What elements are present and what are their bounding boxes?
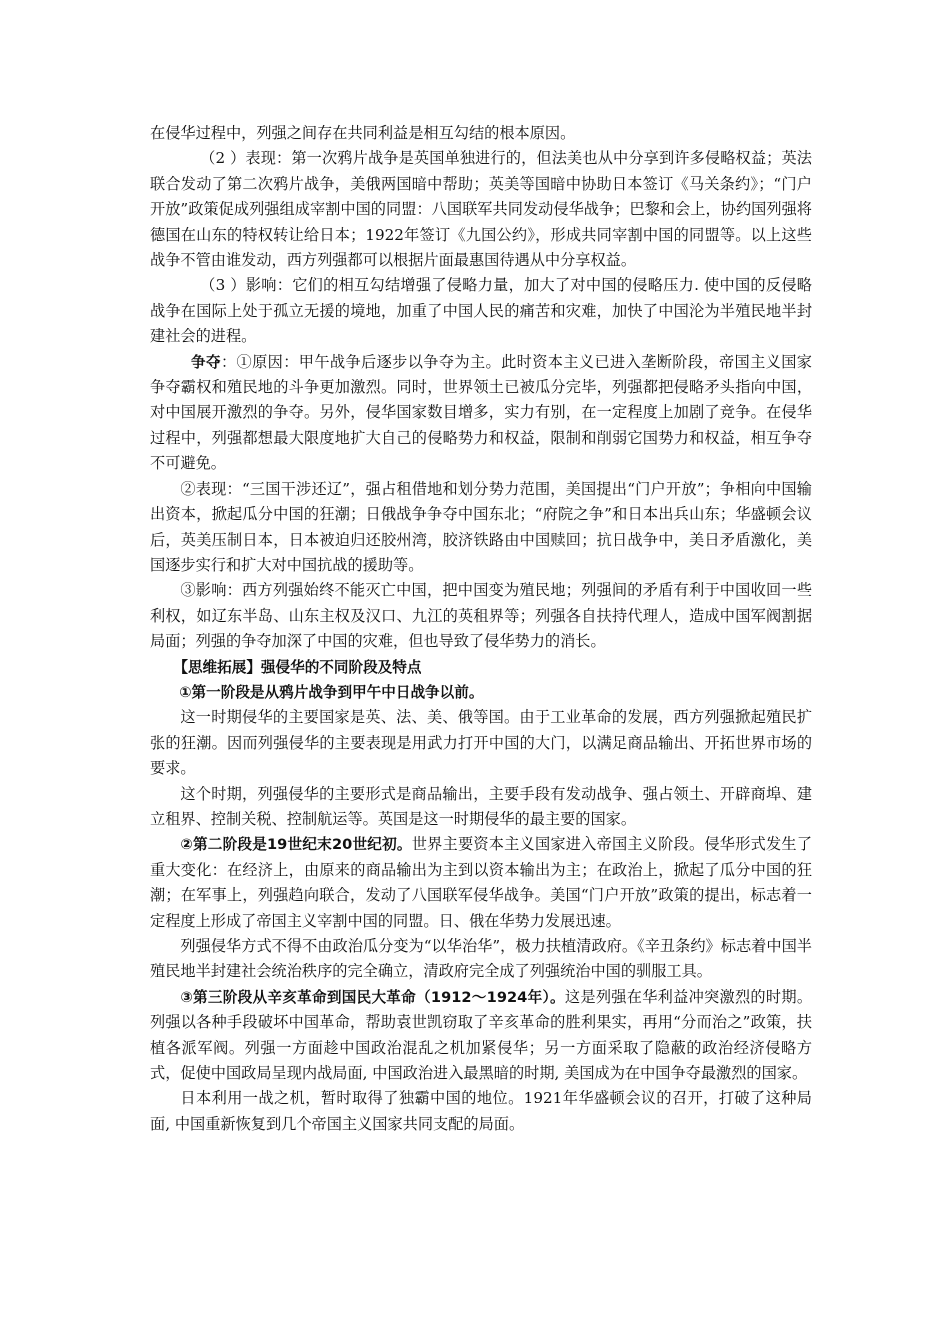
paragraph-stage-one-forms: 这个时期，列强侵华的主要形式是商品输出，主要手段有发动战争、强占领土、开辟商埠、建立租界、控制关税、控制航运等。英国是这一时期侵华的最主要的国家。 [150,784,812,828]
paragraph-stage-two [150,832,812,934]
document-body [150,121,812,1137]
stage-three-heading: ③第三阶段从辛亥革命到国民大革命（1912～1924年）。 [180,988,565,1006]
paragraph-collusion-impact: （3 ）影响：它们的相互勾结增强了侵略力量，加大了对中国的侵略压力. 使中国的反侵略战争在国际上处于孤立无援的境地，加重了中国人民的痛苦和灾难，加快了中国沦为半殖民地半封建社会的进程。 [150,276,812,346]
stage-two-text: 世界主要资本主义国家进入帝国主义阶段。侵华形式发生了重大变化：在经济上，由原来的商品输出为主到以资本输出为主；在政治上，掀起了瓜分中国的狂潮；在军事上，列强趋向联合，发动了八国联军侵华战争。美国“门户开放”政策的提出，标志着一定程度上形成了帝国主义宰割中国的同盟。日、俄在华势力发展迅速。 [150,835,813,930]
paragraph-japan-ww1: 日本利用一战之机，暂时取得了独霸中国的地位。1921年华盛顿会议的召开，打破了这种局面, 中国重新恢复到几个帝国主义国家共同支配的局面。 [150,1089,812,1133]
paragraph-rivalry-manifestation: ②表现：“三国干涉还辽”，强占租借地和划分势力范围，美国提出“门户开放”；争相向中国输出资本，掀起瓜分中国的狂潮；日俄战争争夺中国东北；“府院之争”和日本出兵山东；华盛顿会议后，英美压制日本，日本被迫归还胶州湾，胶济铁路由中国赎回；抗日战争中，美日矛盾激化，美国逐步实行和扩大对中国抗战的援助等。 [150,479,812,574]
paragraph-collusion-cause: 在侵华过程中，列强之间存在共同利益是相互勾结的根本原因。 [150,124,576,142]
paragraph-stage-two-methods: 列强侵华方式不得不由政治瓜分变为“以华治华”，极力扶植清政府。《辛丑条约》标志着中国半殖民地半封建社会统治秩序的完全确立，清政府完全成了列强统治中国的驯服工具。 [150,937,812,981]
section-heading-thinking-extension: 【思维拓展】强侵华的不同阶段及特点 [173,658,422,676]
rivalry-label: 争夺 [191,353,221,371]
stage-one-heading: ①第一阶段是从鸦片战争到甲午中日战争以前。 [179,683,484,701]
paragraph-rivalry-cause [150,350,812,477]
paragraph-collusion-manifestation: （2 ）表现：第一次鸦片战争是英国单独进行的，但法美也从中分享到许多侵略权益；英法联合发动了第二次鸦片战争，美俄两国暗中帮助；英美等国暗中协助日本签订《马关条约》；“门户开放”政策促成列强组成宰割中国的同盟：八国联军共同发动侵华战争；巴黎和会上，协约国列强将德国在山东的特权转让给日本；1922年签订《九国公约》，形成共同宰割中国的同盟等。以上这些战争不管由谁发动，西方列强都可以根据片面最惠国待遇从中分享权益。 [150,149,812,270]
stage-three-text: 这是列强在华利益冲突激烈的时期。列强以各种手段破坏中国革命，帮助袁世凯窃取了辛亥革命的胜利果实，再用“分而治之”政策，扶植各派军阀。列强一方面趁中国政治混乱之机加紧侵华；另一方面采取了隐蔽的政治经济侵略方式，促使中国政局呈现内战局面, 中国政治进入最黑暗的时期, 美国成为在中国争夺最激烈的国家。 [150,987,813,1083]
stage-two-heading: ②第二阶段是19世纪末20世纪初。 [180,836,412,854]
paragraph-stage-one-countries: 这一时期侵华的主要国家是英、法、美、俄等国。由于工业革命的发展，西方列强掀起殖民扩张的狂潮。因而列强侵华的主要表现是用武力打开中国的大门，以满足商品输出、开拓世界市场的要求。 [150,708,812,778]
paragraph-rivalry-impact: ③影响：西方列强始终不能灭亡中国，把中国变为殖民地；列强间的矛盾有利于中国收回一些利权，如辽东半岛、山东主权及汉口、九江的英租界等；列强各自扶持代理人，造成中国军阀割据局面；列强的争夺加深了中国的灾难，但也导致了侵华势力的消长。 [150,581,812,651]
paragraph-stage-three [150,985,812,1087]
rivalry-cause-text: ：①原因：甲午战争后逐步以争夺为主。此时资本主义已进入垄断阶段，帝国主义国家争夺霸权和殖民地的斗争更加激烈。同时，世界领土已被瓜分完毕，列强都把侵略矛头指向中国，对中国展开激烈的争夺。另外，侵华国家数目增多，实力有别，在一定程度上加剧了竞争。在侵华过程中，列强都想最大限度地扩大自己的侵略势力和权益，限制和削弱它国势力和权益，相互争夺不可避免。 [150,352,812,473]
